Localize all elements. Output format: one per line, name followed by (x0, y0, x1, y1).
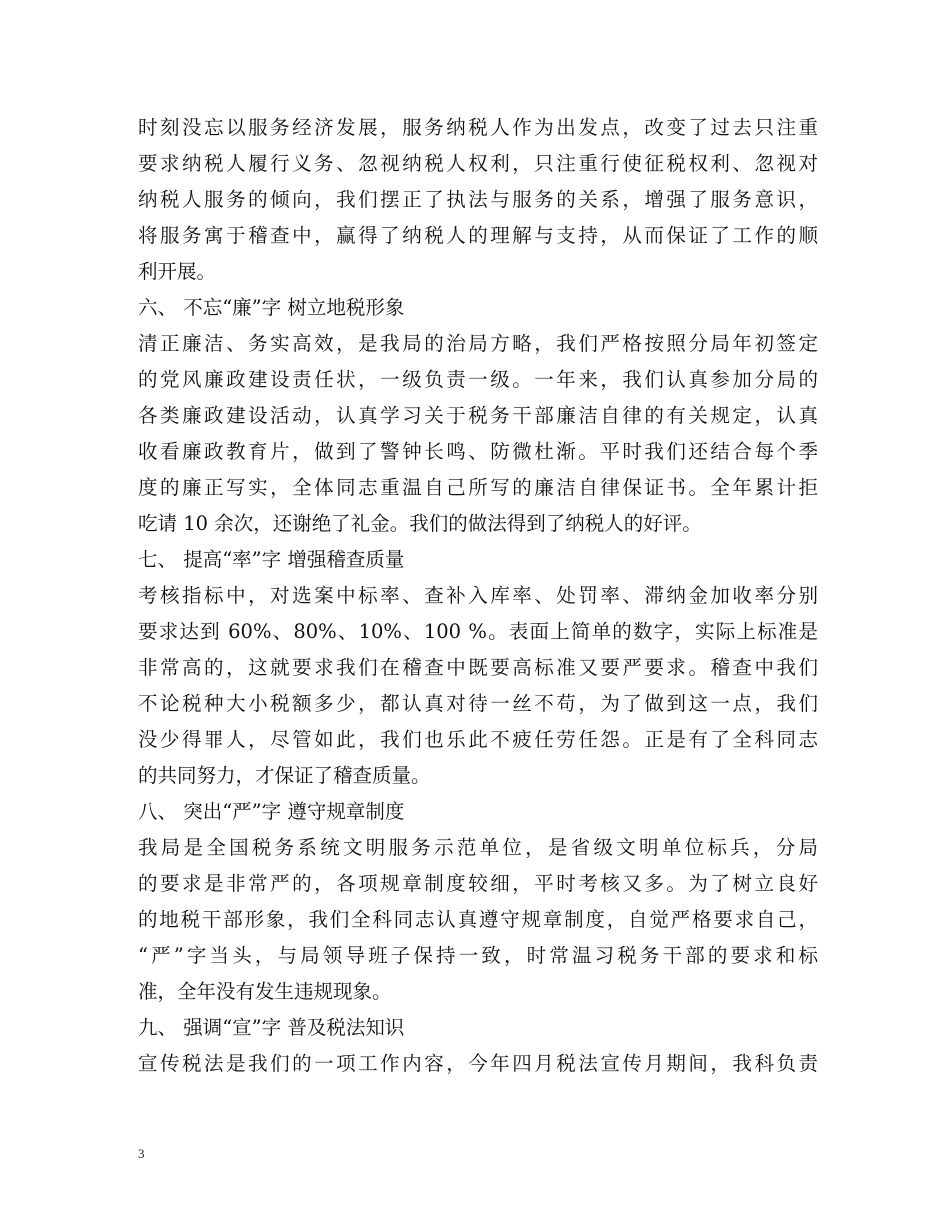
text-line: 时刻没忘以服务经济发展，服务纳税人作为出发点，改变了过去只注重 (138, 116, 818, 139)
text-line: 的地税干部形象，我们全科同志认真遵守规章制度，自觉严格要求自己， (138, 908, 818, 931)
text-line: 没少得罪人，尽管如此，我们也乐此不疲任劳任怨。正是有了全科同志 (138, 728, 818, 751)
page-number: 3 (138, 1146, 145, 1161)
text-line: 度的廉正写实，全体同志重温自己所写的廉洁自律保证书。全年累计拒 (138, 476, 818, 499)
text-line: 清正廉洁、务实高效，是我局的治局方略，我们严格按照分局年初签定 (138, 332, 818, 355)
section-heading: 九、 强调“宣”字 普及税法知识 (138, 1016, 405, 1039)
text-line: 要求纳税人履行义务、忽视纳税人权利，只注重行使征税权利、忽视对 (138, 152, 818, 175)
text-line: 各类廉政建设活动，认真学习关于税务干部廉洁自律的有关规定，认真 (138, 404, 818, 427)
text-line: 利开展。 (138, 260, 217, 283)
text-line: 的党风廉政建设责任状，一级负责一级。一年来，我们认真参加分局的 (138, 368, 818, 391)
text-line: 将服务寓于稽查中，赢得了纳税人的理解与支持，从而保证了工作的顺 (138, 224, 818, 247)
section-heading: 六、 不忘“廉”字 树立地税形象 (138, 296, 405, 319)
text-line: 非常高的，这就要求我们在稽查中既要高标准又要严要求。稽查中我们 (138, 656, 818, 679)
text-line: 的共同努力，才保证了稽查质量。 (138, 764, 431, 787)
section-heading: 八、 突出“严”字 遵守规章制度 (138, 800, 405, 823)
text-line: 的要求是非常严的，各项规章制度较细，平时考核又多。为了树立良好 (138, 872, 818, 895)
text-line: 准，全年没有发生违规现象。 (138, 980, 392, 1003)
text-line: 考核指标中，对选案中标率、查补入库率、处罚率、滞纳金加收率分别 (138, 584, 818, 607)
text-line: 要求达到 60%、80%、10%、100 %。表面上简单的数字，实际上标准是 (138, 620, 818, 643)
text-line: 不论税种大小税额多少，都认真对待一丝不苟，为了做到这一点，我们 (138, 692, 818, 715)
text-line: 收看廉政教育片，做到了警钟长鸣、防微杜渐。平时我们还结合每个季 (138, 440, 818, 463)
text-line: “严”字当头，与局领导班子保持一致，时常温习税务干部的要求和标 (138, 944, 818, 967)
text-line: 我局是全国税务系统文明服务示范单位，是省级文明单位标兵，分局 (138, 836, 818, 859)
section-heading: 七、 提高“率”字 增强稽查质量 (138, 548, 405, 571)
text-line: 纳税人服务的倾向，我们摆正了执法与服务的关系，增强了服务意识， (138, 188, 818, 211)
text-line: 吃请 10 余次，还谢绝了礼金。我们的做法得到了纳税人的好评。 (138, 512, 702, 535)
document-body (138, 110, 818, 1082)
text-line: 宣传税法是我们的一项工作内容，今年四月税法宣传月期间，我科负责 (138, 1052, 818, 1075)
